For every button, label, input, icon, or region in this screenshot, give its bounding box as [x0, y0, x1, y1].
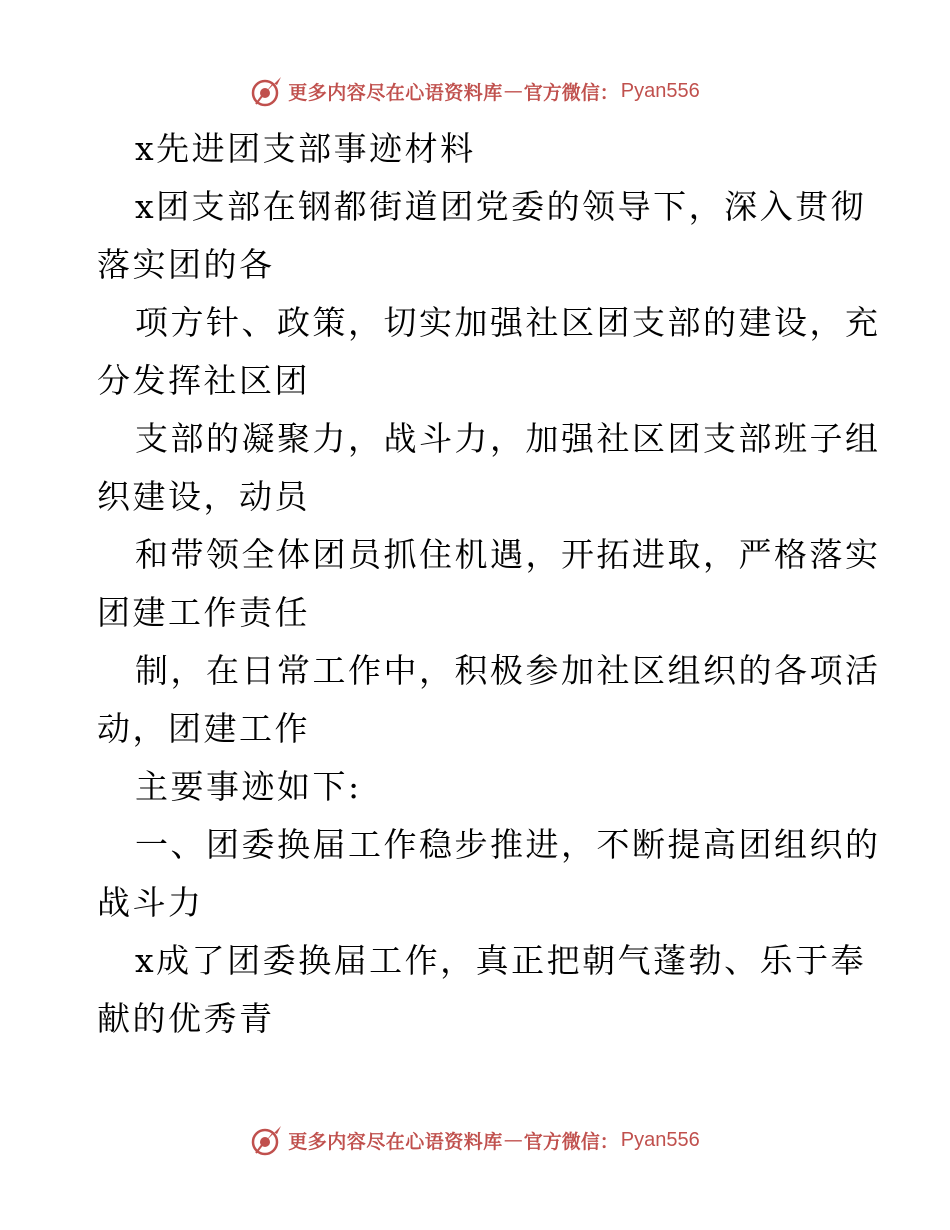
paragraph-line: x成了团委换届工作，真正把朝气蓬勃、乐于奉	[135, 941, 867, 980]
quill-pen-logo-icon	[250, 1123, 284, 1157]
paragraph-line: 主要事迹如下:	[135, 767, 362, 806]
section-heading-line: 战斗力	[97, 883, 204, 922]
paragraph-line: 团建工作责任	[97, 593, 310, 632]
paragraph-line: 分发挥社区团	[97, 361, 310, 400]
document-title: x先进团支部事迹材料	[135, 129, 476, 168]
paragraph-line: 动，团建工作	[97, 709, 310, 748]
watermark-site-text: 更多内容尽在心语资料库	[288, 81, 503, 104]
paragraph-line: 支部的凝聚力，战斗力，加强社区团支部班子组	[135, 419, 881, 458]
paragraph-line: 项方针、政策，切实加强社区团支部的建设，充	[135, 303, 881, 342]
watermark-dash: —	[503, 1129, 523, 1151]
watermark-dash: —	[503, 80, 523, 102]
watermark-wechat-id: Pyan556	[620, 79, 700, 102]
watermark-wechat-label: 官方微信：	[523, 81, 619, 104]
paragraph-line: 织建设，动员	[97, 477, 310, 516]
header-watermark-banner	[0, 71, 950, 111]
watermark-site-text: 更多内容尽在心语资料库	[288, 1130, 503, 1153]
paragraph-line: 制，在日常工作中，积极参加社区组织的各项活	[135, 651, 881, 690]
paragraph-line: 落实团的各	[97, 245, 275, 284]
footer-watermark-banner	[0, 1120, 950, 1160]
paragraph-line: 和带领全体团员抓住机遇，开拓进取，严格落实	[135, 535, 881, 574]
watermark-wechat-id: Pyan556	[620, 1128, 700, 1151]
watermark-wechat-label: 官方微信：	[523, 1130, 619, 1153]
quill-pen-logo-icon	[250, 74, 284, 108]
paragraph-line: x团支部在钢都街道团党委的领导下，深入贯彻	[135, 187, 867, 226]
section-heading-line: 一、团委换届工作稳步推进，不断提高团组织的	[135, 825, 881, 864]
paragraph-line: 献的优秀青	[97, 999, 275, 1038]
document-body	[97, 120, 881, 1048]
